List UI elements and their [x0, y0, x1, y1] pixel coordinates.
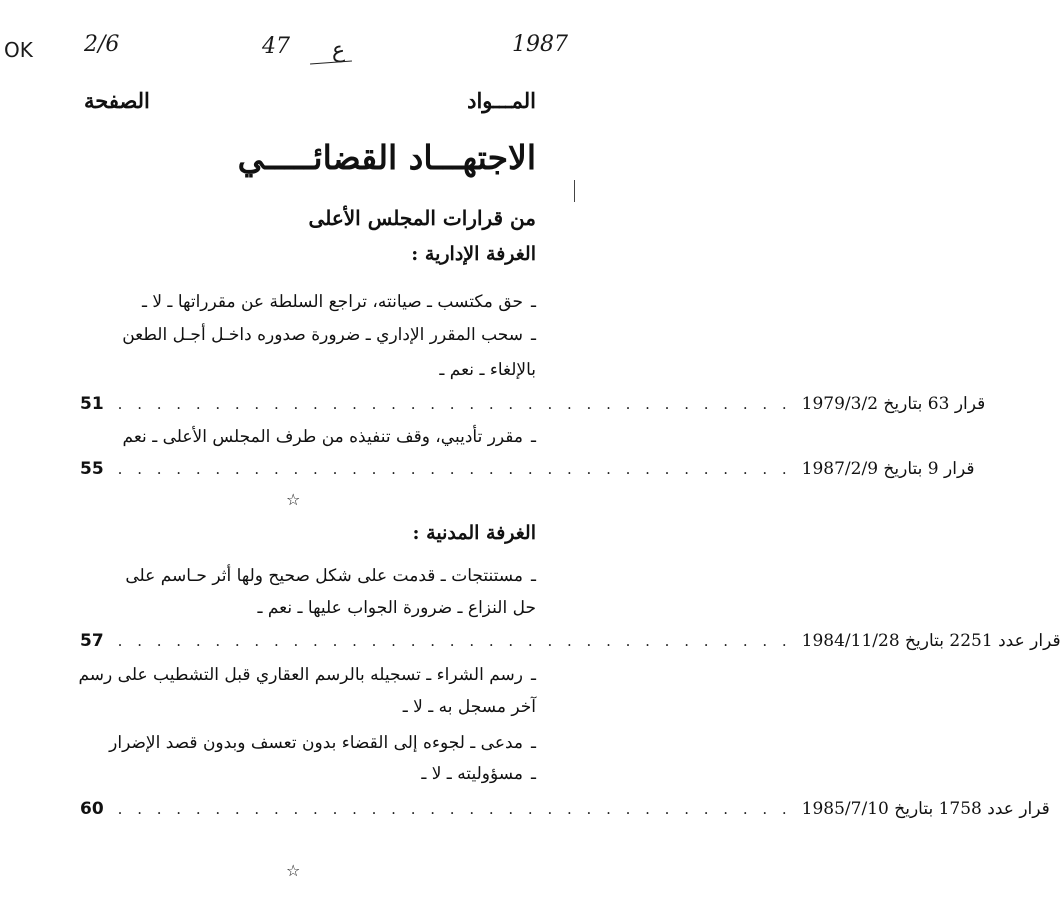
list-item [109, 733, 536, 753]
list-item-text: رسم الشراء ـ تسجيله بالرسم العقاري قبل التشطيب على رسم [78, 665, 524, 685]
list-item-text: مقرر تأديبي، وقف تنفيذه من طرف المجلس الأعلى ـ نعم [122, 427, 524, 447]
list-item-text: آخر مسجل به ـ لا ـ [402, 697, 536, 717]
star-separator: ☆ [286, 861, 301, 880]
decision-entry [80, 799, 1050, 823]
dot-leaders: . . . . . . . . . . . . . . . . . . . . . . . . . . . . . . . . . . . [117, 460, 792, 478]
dot-leaders: . . . . . . . . . . . . . . . . . . . . . . . . . . . . . . . . . . . [117, 632, 792, 650]
list-item-text: حل النزاع ـ ضرورة الجواب عليها ـ نعم ـ [257, 598, 536, 618]
section-heading-administrative: الغرفة الإدارية : [411, 243, 536, 265]
handwritten-number: 47 [262, 34, 290, 59]
list-item-text: مسؤوليته ـ لا ـ [421, 764, 524, 784]
header-page: الصفحة [84, 88, 150, 113]
page-number: 57 [80, 631, 104, 651]
decision-entry [80, 394, 986, 418]
handwritten-stroke [310, 61, 352, 65]
bullet-dash: ـ [531, 427, 536, 447]
page-number: 51 [80, 394, 104, 414]
decision-entry [80, 459, 975, 483]
list-item-text: مدعى ـ لجوءه إلى القضاء بدون تعسف وبدون قصد الإضرار [109, 733, 524, 753]
list-item [78, 665, 536, 685]
bullet-dash: ـ [531, 566, 536, 586]
page-title: الاجتهـــاد القضائـــــي [237, 138, 536, 177]
page-number: 60 [80, 799, 104, 819]
list-item-text: مستنتجات ـ قدمت على شكل صحيح ولها أثر حـاسم على [125, 566, 524, 586]
list-item [421, 764, 536, 784]
bullet-dash: ـ [531, 733, 536, 753]
handwritten-fraction: 2/6 [84, 32, 120, 57]
list-item-continuation [439, 360, 536, 380]
list-item-continuation [257, 598, 536, 618]
list-item [125, 566, 536, 586]
list-item [123, 427, 536, 447]
bullet-dash: ـ [531, 764, 536, 784]
list-item-text: حق مكتسب ـ صيانته، تراجع السلطة عن مقرراتها ـ لا ـ [141, 292, 524, 312]
dot-leaders: . . . . . . . . . . . . . . . . . . . . . . . . . . . . . . . . . . . [117, 395, 792, 413]
star-separator: ☆ [286, 490, 301, 509]
subtitle: من قرارات المجلس الأعلى [308, 206, 536, 230]
header-materials: المـــواد [467, 88, 536, 113]
decision-text: قرار عدد 1758 بتاريخ 1985/7/10 [801, 799, 1050, 819]
decision-text: قرار 63 بتاريخ 1979/3/2 [801, 394, 986, 414]
handwritten-year: 1987 [512, 32, 568, 57]
handwritten-ok: OK [4, 38, 33, 62]
decision-entry [80, 631, 1061, 655]
page-number: 55 [80, 459, 104, 479]
bullet-dash: ـ [531, 292, 536, 312]
bullet-dash: ـ [531, 665, 536, 685]
list-item-text: سحب المقرر الإداري ـ ضرورة صدوره داخـل أجـل الطعن [122, 325, 524, 345]
list-item-text: بالإلغاء ـ نعم ـ [439, 360, 536, 380]
bullet-dash: ـ [531, 325, 536, 345]
decision-text: قرار عدد 2251 بتاريخ 1984/11/28 [801, 631, 1061, 651]
section-heading-civil: الغرفة المدنية : [412, 522, 536, 544]
list-item-continuation [403, 697, 536, 717]
decision-text: قرار 9 بتاريخ 1987/2/9 [801, 459, 975, 479]
list-item [122, 325, 536, 345]
margin-mark [574, 180, 576, 202]
list-item [142, 292, 536, 312]
handwritten-letter: ع [332, 38, 346, 63]
dot-leaders: . . . . . . . . . . . . . . . . . . . . . . . . . . . . . . . . . . . [117, 800, 792, 818]
